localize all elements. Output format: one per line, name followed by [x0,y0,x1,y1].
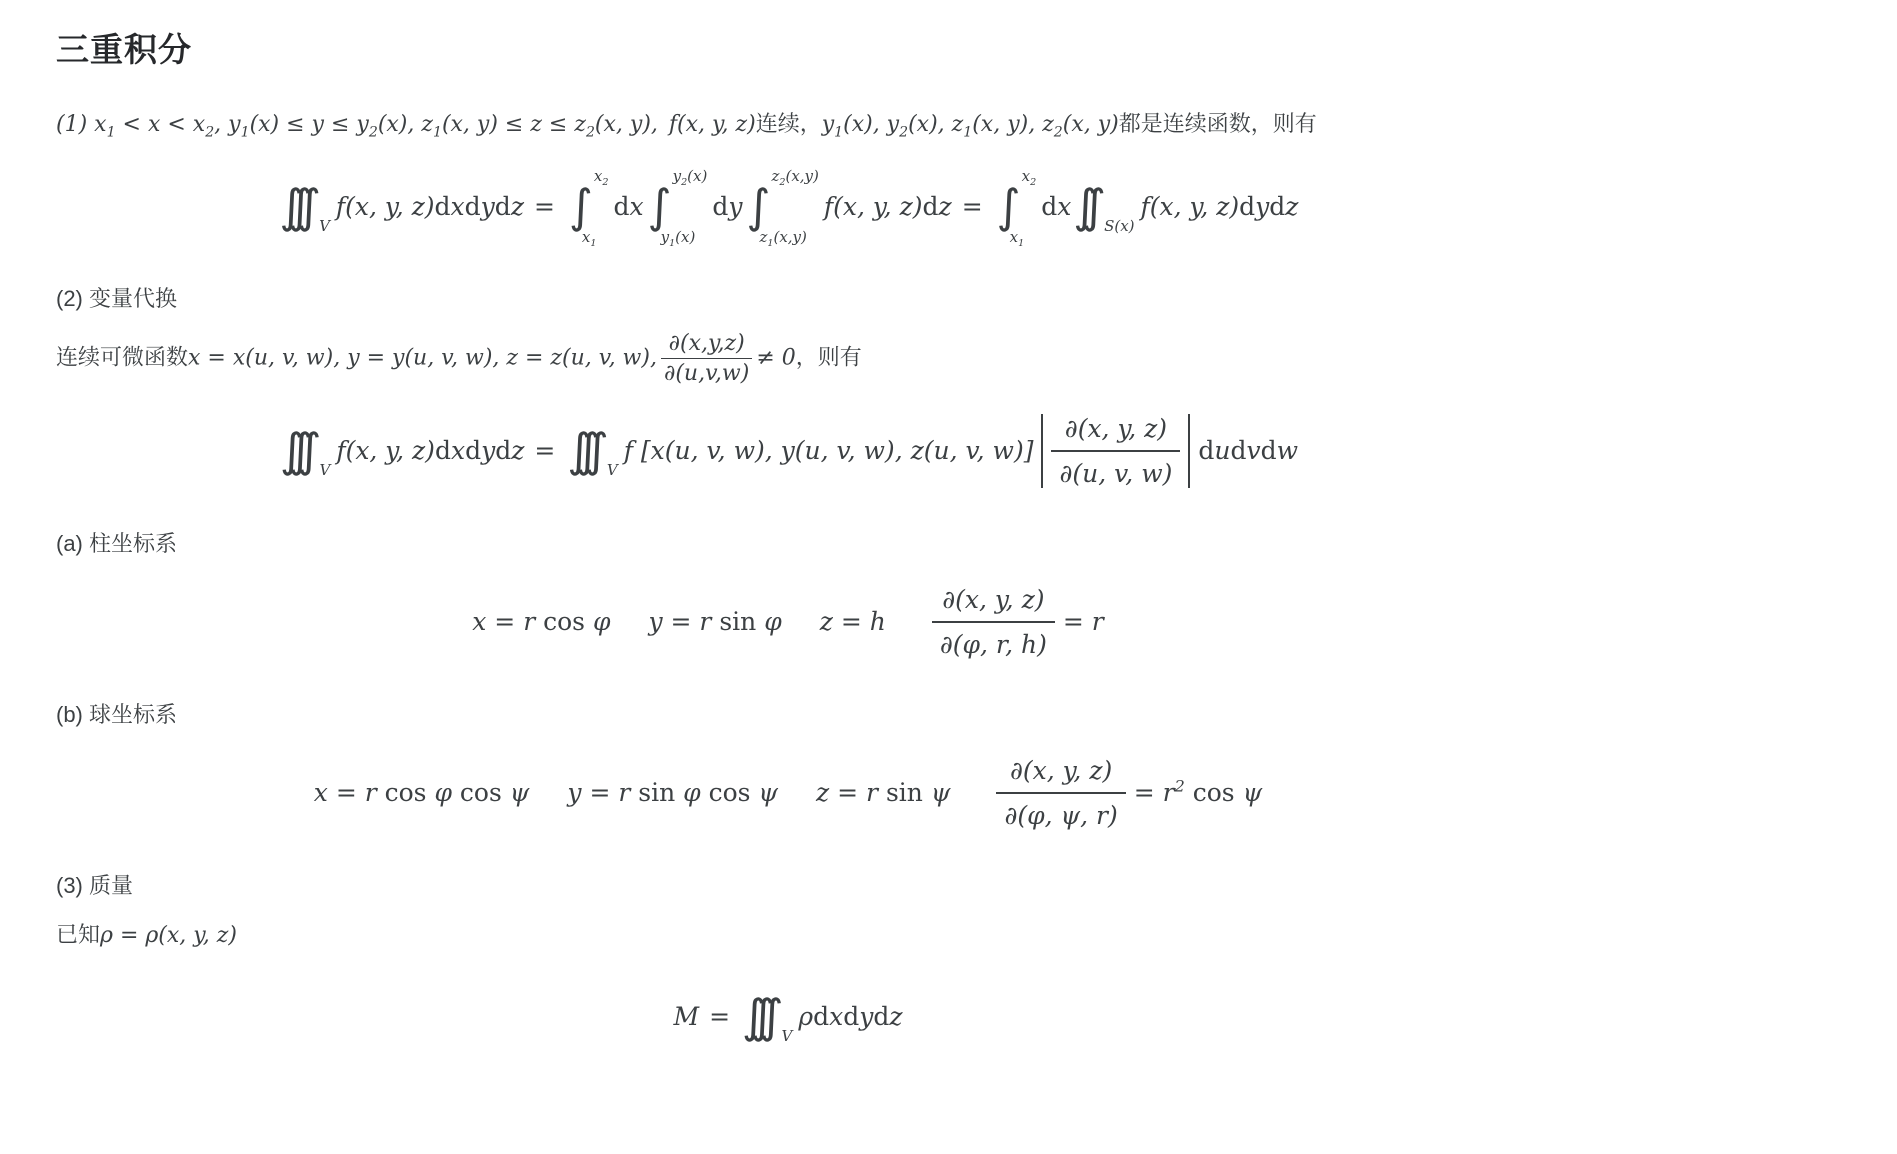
document-content [56,24,1520,1063]
triple-integral-sign [567,423,618,480]
fraction-numerator: ∂(x, y, z) [932,585,1055,623]
triple-integral-sign [280,180,330,233]
triple-integral-sign [279,423,331,480]
equation-y: y = r sin φ [648,607,782,637]
integral-glyphs: ∫∫∫ [279,178,306,233]
integral-glyph: ∫ [647,178,672,233]
jacobian-absolute-value [1041,414,1190,488]
jacobian-value: = r [1062,607,1104,637]
equals-sign: = [961,191,983,221]
page-title: 三重积分 [56,31,192,68]
integral-glyphs: ∫∫∫ [742,989,769,1044]
fraction-numerator: ∂(x,y,z) [661,331,752,359]
paragraph-substitution-conditions [56,331,1520,387]
fraction-numerator: ∂(x, y, z) [996,756,1125,794]
limits [660,167,708,250]
lower-limit: $y_1(x)$ [660,228,696,250]
heading-variable-substitution: (2) 变量代换 [56,286,178,312]
integral-domain: V [606,461,618,480]
fraction-denominator: ∂(φ, r, h) [939,629,1047,659]
text-all-continuous: 都是连续函数，则有 [1118,111,1317,136]
jacobian-fraction [1051,414,1180,488]
differential-dx: dx [1041,191,1072,221]
integrand: f(x, y, z)dxdydz [335,191,524,221]
equals-sign: = [533,191,555,221]
triple-integral-sign [742,989,793,1046]
jacobian-inline-fraction [661,331,752,387]
integral-glyphs: ∫∫ [1073,178,1091,233]
integral-glyph: ∫ [746,178,771,233]
differential-dx: dx [613,191,644,221]
equals-sign: = [709,1002,731,1032]
limits [759,167,819,250]
jacobian-fraction [996,756,1125,830]
integral-domain: V [781,1027,793,1046]
math-run-functions: $y_1(x)$, $y_2(x)$, $z_1(x$, y), $z_2(x$, y) [821,112,1119,141]
equation-z: z = r sin ψ [816,778,951,808]
integrand: f(x, y, z)dydz [1140,191,1299,221]
heading-cylindrical-coordinates: (a) 柱坐标系 [56,530,178,556]
jacobian-fraction [932,585,1055,659]
differential-dudvdw: dudvdw [1198,436,1299,466]
lower-limit: $x_1$ [1009,228,1025,250]
integral-glyphs: ∫∫∫ [567,423,594,478]
text-differentiable: 连续可微函数 [56,344,189,370]
vertical-bar [1041,414,1043,488]
upper-limit: $x_2$ [593,167,609,189]
equation-x: x = r cos φ cos ψ [313,778,530,808]
integrand: f(x, y, z)dxdydz [336,436,525,466]
limits [581,167,609,250]
integrand: f [x(u, v, w), y(u, v, w), z(u, v, w)] [623,436,1034,466]
integral-z-limits [746,167,819,250]
integral-glyph: ∫ [996,178,1021,233]
math-run-conditions: (1) $x_1 < x < x_2$, $y_1(x) \le y \le y_2(x)$, $z_1(x$, $y) \le z \le z_2(x$, y), f(x, y, z) [56,112,756,141]
heading-spherical-coordinates: (b) 球坐标系 [56,701,178,727]
limits [1009,167,1037,250]
text-then: ，则有 [795,344,862,370]
integrand: ρdxdydz [798,1002,903,1032]
integrand: f(x, y, z)dz [823,191,952,221]
fraction-denominator: ∂(φ, ψ, r) [1004,800,1118,830]
formula-iterated-integral [56,160,1520,252]
integral-glyphs: ∫∫∫ [279,423,307,478]
text-given: 已知 [56,921,101,947]
formula-cylindrical [56,576,1520,668]
jacobian-value: = $r^2$ cos ψ [1133,776,1263,808]
equation-y: y = r sin φ cos ψ [567,778,779,808]
integral-domain: V [319,216,330,235]
mass-symbol: M [673,1002,700,1032]
formula-change-of-variables [56,405,1520,497]
integral-y-limits [647,167,708,250]
upper-limit: $x_2$ [1021,167,1037,189]
equation-x: x = r cos φ [472,607,611,637]
equals-sign: = [534,436,556,466]
formula-mass [56,971,1520,1063]
vertical-bar [1188,414,1190,488]
fraction-denominator: ∂(u,v,w) [663,361,750,387]
math-run-nonzero: ≠ 0 [756,345,796,371]
equation-z: z = h [819,607,886,637]
integral-x-limits [568,167,609,250]
lower-limit: $z_1(x,y)$ [759,228,807,250]
integral-x-limits [996,167,1037,250]
integral-domain: V [319,461,331,480]
text-continuous: 连续， [755,111,822,136]
upper-limit: $y_2(x)$ [672,167,708,189]
math-run-density: ρ = ρ(x, y, z) [100,922,237,948]
upper-limit: $z_2(x,y)$ [771,167,819,189]
formula-spherical [56,747,1520,839]
fraction-numerator: ∂(x, y, z) [1051,414,1180,452]
fraction-denominator: ∂(u, v, w) [1059,458,1173,488]
integral-domain: S(x) [1104,216,1135,235]
lower-limit: $x_1$ [581,228,597,250]
differential-dy: dy [712,191,743,221]
paragraph-conditions [56,107,1520,142]
heading-mass: (3) 质量 [56,872,134,898]
math-run-substitution: x = x(u, v, w), y = y(u, v, w), z = z(u, v, w), [188,345,657,371]
paragraph-density [56,918,1520,953]
double-integral-sign [1073,180,1134,233]
integral-glyph: ∫ [568,178,593,233]
